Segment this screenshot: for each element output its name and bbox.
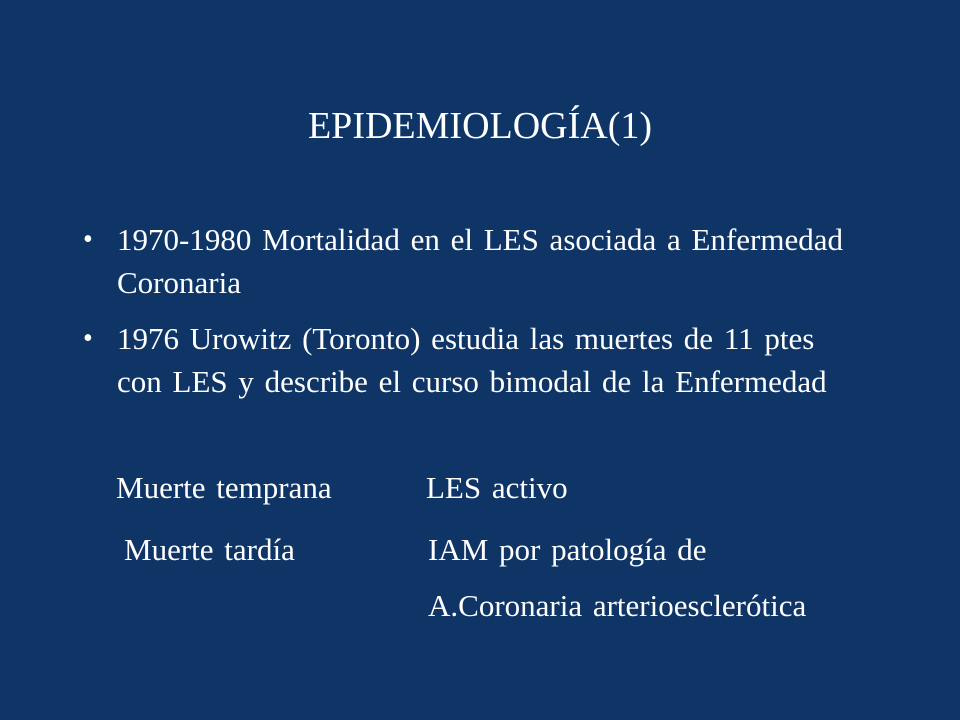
- late-death-cause-line-1: IAM por patología de: [428, 532, 707, 567]
- early-death-cause: LES activo: [426, 470, 568, 505]
- late-death-label: Muerte tardía: [124, 532, 295, 567]
- late-death-cause-line-2: A.Coronaria arterioesclerótica: [428, 588, 807, 623]
- bullet-text: 1970-1980 Mortalidad en el LES asociada a Enfermedad Coronaria: [117, 222, 844, 300]
- bullet-text: 1976 Urowitz (Toronto) estudia las muertes de 11 ptes con LES y describe el curso bimodal de la Enfermedad: [117, 321, 827, 399]
- bullet-marker: •: [83, 224, 93, 255]
- bullet-marker: •: [83, 323, 93, 354]
- early-death-label: Muerte temprana: [116, 470, 332, 505]
- slide-title: EPIDEMIOLOGÍA(1): [307, 105, 653, 147]
